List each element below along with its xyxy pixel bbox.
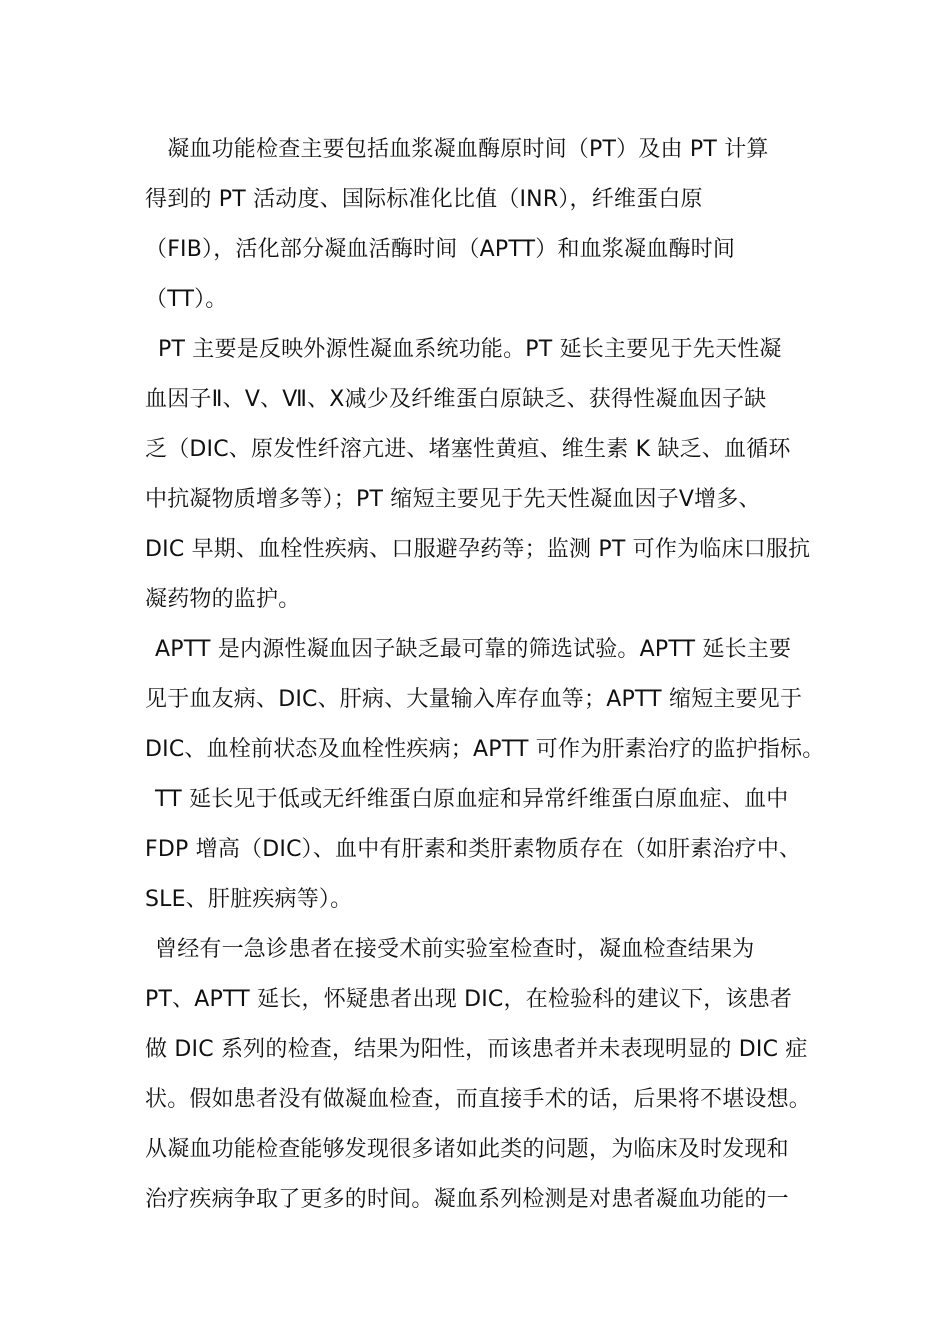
text-line: DIC 早期、血栓性疾病、口服避孕药等；监测 PT 可作为临床口服抗: [145, 537, 811, 562]
text-line: DIC、血栓前状态及血栓性疾病；APTT 可作为肝素治疗的监护指标。: [145, 737, 825, 762]
text-line: （FIB），活化部分凝血活酶时间（APTT）和血浆凝血酶时间: [145, 237, 736, 262]
text-line: PT 主要是反映外源性凝血系统功能。PT 延长主要见于先天性凝: [158, 337, 782, 362]
text-line: APTT 是内源性凝血因子缺乏最可靠的筛选试验。APTT 延长主要: [155, 637, 792, 662]
text-line: 血因子Ⅱ、Ⅴ、Ⅶ、Ⅹ减少及纤维蛋白原缺乏、获得性凝血因子缺: [145, 387, 767, 412]
text-line: 曾经有一急诊患者在接受术前实验室检查时，凝血检查结果为: [155, 937, 755, 962]
text-line: FDP 增高（DIC）、血中有肝素和类肝素物质存在（如肝素治疗中、: [145, 837, 802, 862]
text-line: 中抗凝物质增多等）；PT 缩短主要见于先天性凝血因子Ⅴ增多、: [145, 487, 761, 512]
text-line: 见于血友病、DIC、肝病、大量输入库存血等；APTT 缩短主要见于: [145, 687, 803, 712]
text-line: 凝血功能检查主要包括血浆凝血酶原时间（PT）及由 PT 计算: [145, 137, 769, 162]
text-line: PT、APTT 延长，怀疑患者出现 DIC，在检验科的建议下，该患者: [145, 987, 793, 1012]
text-line: 状。假如患者没有做凝血检查，而直接手术的话，后果将不堪设想。: [145, 1087, 812, 1112]
text-line: 乏（DIC、原发性纤溶亢进、堵塞性黄疸、维生素 K 缺乏、血循环: [145, 437, 791, 462]
text-line: 做 DIC 系列的检查，结果为阳性，而该患者并未表现明显的 DIC 症: [145, 1037, 808, 1062]
text-line: 凝药物的监护。: [145, 587, 301, 612]
text-line: SLE、肝脏疾病等）。: [145, 887, 353, 912]
text-line: 从凝血功能检查能够发现很多诸如此类的问题，为临床及时发现和: [145, 1137, 789, 1162]
text-line: 治疗疾病争取了更多的时间。凝血系列检测是对患者凝血功能的一: [145, 1187, 789, 1212]
text-line: （TT）。: [145, 287, 228, 312]
text-line: TT 延长见于低或无纤维蛋白原血症和异常纤维蛋白原血症、血中: [155, 787, 789, 812]
text-line: 得到的 PT 活动度、国际标准化比值（INR），纤维蛋白原: [145, 187, 703, 212]
